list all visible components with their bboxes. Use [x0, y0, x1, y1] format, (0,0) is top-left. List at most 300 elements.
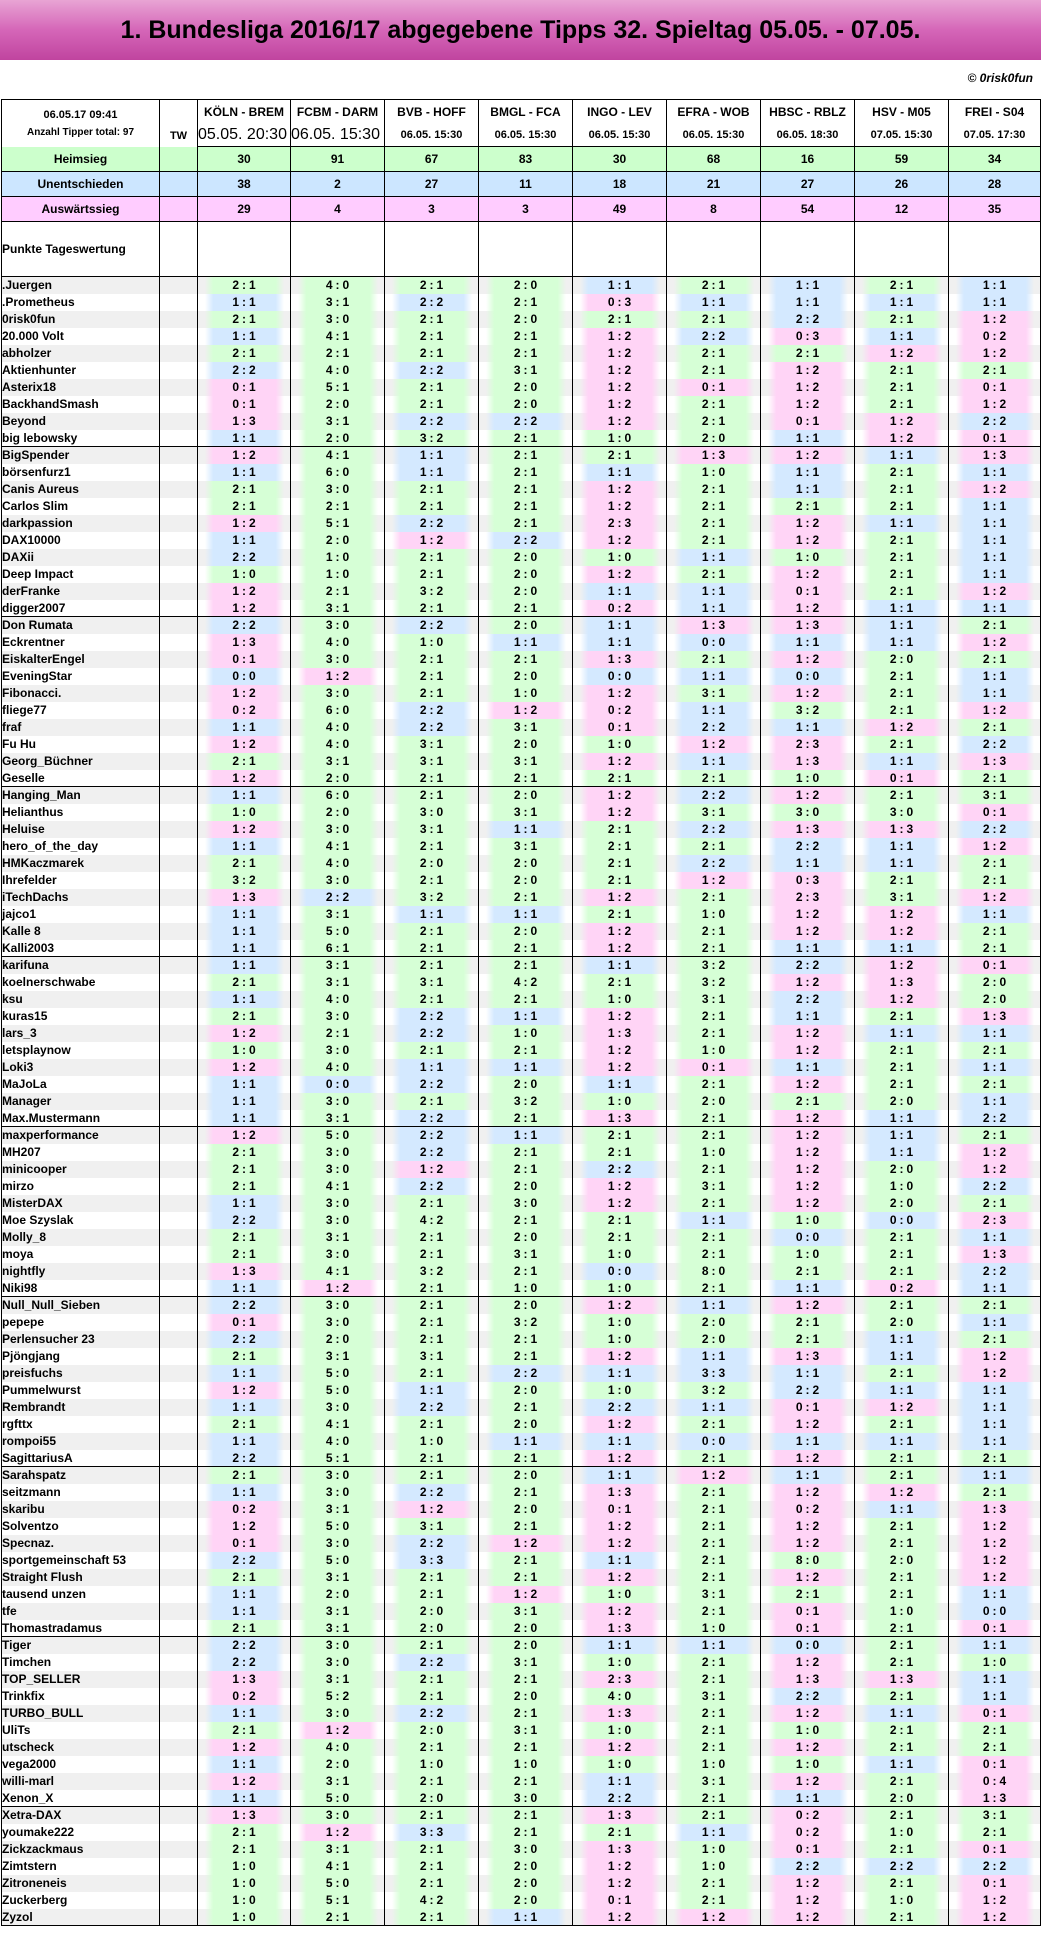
summary-count: 34: [949, 147, 1041, 172]
tip-cell: 0 : 1: [949, 430, 1041, 447]
tipper-row: [2, 294, 1041, 311]
tip-cell: 2 : 0: [479, 1858, 573, 1875]
tip-cell: 1 : 1: [198, 464, 291, 481]
tipper-name: Moe Szyslak: [2, 1212, 160, 1229]
tip-cell: 1 : 0: [291, 566, 385, 583]
tipper-name: Beyond: [2, 413, 160, 430]
tip-cell: 1 : 0: [855, 1603, 949, 1620]
tip-cell: 4 : 0: [291, 855, 385, 872]
tipper-row: [2, 651, 1041, 668]
tip-cell: 1 : 2: [198, 1382, 291, 1399]
tip-cell: 5 : 0: [291, 1790, 385, 1807]
tipper-tw: [160, 770, 198, 787]
tipper-tw: [160, 872, 198, 889]
tip-cell: 1 : 0: [479, 1025, 573, 1042]
tip-cell: 1 : 1: [198, 1586, 291, 1603]
tip-cell: 2 : 0: [291, 430, 385, 447]
tip-cell: 1 : 2: [573, 1178, 667, 1195]
tip-cell: 3 : 0: [291, 1654, 385, 1671]
tipper-tw: [160, 974, 198, 991]
tip-cell: 2 : 1: [667, 1654, 761, 1671]
summary-label: Unentschieden: [2, 172, 160, 197]
tip-cell: 1 : 2: [949, 345, 1041, 362]
tipper-name: Zickzackmaus: [2, 1841, 160, 1858]
tip-cell: 1 : 2: [761, 1892, 855, 1909]
tip-cell: 1 : 1: [573, 1433, 667, 1450]
tip-cell: 2 : 0: [855, 651, 949, 668]
tip-cell: 2 : 1: [667, 481, 761, 498]
tip-cell: 0 : 1: [761, 1399, 855, 1416]
tip-cell: 1 : 1: [761, 1790, 855, 1807]
tip-cell: 1 : 1: [573, 1637, 667, 1654]
tip-cell: 1 : 0: [573, 991, 667, 1008]
tip-cell: 2 : 1: [198, 1246, 291, 1263]
tipper-name: EiskalterEngel: [2, 651, 160, 668]
tip-cell: 1 : 1: [385, 464, 479, 481]
tipper-row: [2, 1246, 1041, 1263]
tip-cell: 1 : 2: [761, 1076, 855, 1093]
tip-cell: 1 : 0: [573, 1586, 667, 1603]
tip-cell: 1 : 1: [855, 1331, 949, 1348]
tip-cell: 2 : 1: [855, 1569, 949, 1586]
tipper-tw: [160, 1144, 198, 1161]
tip-cell: 2 : 2: [198, 1450, 291, 1467]
tip-cell: 2 : 0: [667, 430, 761, 447]
tip-cell: 2 : 1: [573, 770, 667, 787]
tip-cell: 2 : 1: [385, 770, 479, 787]
tip-cell: 1 : 1: [573, 957, 667, 974]
tip-cell: 1 : 1: [855, 1382, 949, 1399]
tip-cell: 1 : 2: [761, 1875, 855, 1892]
tip-cell: 1 : 1: [667, 294, 761, 311]
tipper-tw: [160, 566, 198, 583]
tip-cell: 1 : 1: [855, 1110, 949, 1127]
tip-cell: 1 : 1: [855, 600, 949, 617]
tip-cell: 2 : 1: [385, 566, 479, 583]
tip-cell: 2 : 1: [385, 1297, 479, 1314]
summary-count: 26: [855, 172, 949, 197]
tipper-tw: [160, 906, 198, 923]
tip-cell: 2 : 1: [198, 1161, 291, 1178]
tipper-row: [2, 685, 1041, 702]
tip-cell: 3 : 1: [385, 753, 479, 770]
tip-cell: 2 : 1: [855, 1246, 949, 1263]
tip-cell: 1 : 0: [198, 804, 291, 821]
tip-cell: 1 : 1: [949, 515, 1041, 532]
tip-cell: 3 : 0: [291, 1637, 385, 1654]
tip-cell: 2 : 0: [479, 872, 573, 889]
tipper-name: hero_of_the_day: [2, 838, 160, 855]
tip-cell: 1 : 3: [949, 1790, 1041, 1807]
tip-cell: 2 : 2: [198, 1552, 291, 1569]
tipper-tw: [160, 1569, 198, 1586]
summary-count: 3: [479, 197, 573, 222]
tipper-name: minicooper: [2, 1161, 160, 1178]
tip-cell: 1 : 2: [855, 906, 949, 923]
tip-cell: 1 : 1: [949, 1637, 1041, 1654]
tip-cell: 0 : 1: [949, 379, 1041, 396]
tip-cell: 2 : 0: [855, 1552, 949, 1569]
tipper-tw: [160, 1722, 198, 1739]
tip-cell: 2 : 1: [573, 1229, 667, 1246]
tip-cell: 1 : 1: [855, 1756, 949, 1773]
tipper-name: SagittariusA: [2, 1450, 160, 1467]
tip-cell: 2 : 1: [855, 685, 949, 702]
tip-cell: 1 : 2: [573, 1909, 667, 1926]
tip-cell: 4 : 0: [291, 719, 385, 736]
tipper-name: Deep Impact: [2, 566, 160, 583]
tipper-tw: [160, 498, 198, 515]
tip-cell: 0 : 1: [667, 1059, 761, 1076]
tipper-row: [2, 1399, 1041, 1416]
tip-cell: 1 : 3: [761, 1671, 855, 1688]
tip-cell: 0 : 1: [198, 396, 291, 413]
tip-cell: 2 : 1: [198, 1416, 291, 1433]
tipper-tw: [160, 1790, 198, 1807]
tip-cell: 2 : 1: [385, 1246, 479, 1263]
tip-cell: 1 : 1: [855, 838, 949, 855]
tip-cell: 0 : 1: [855, 770, 949, 787]
tipper-tw: [160, 991, 198, 1008]
tip-cell: 2 : 2: [573, 1161, 667, 1178]
tip-cell: 2 : 1: [573, 838, 667, 855]
tip-cell: 2 : 2: [385, 413, 479, 430]
tip-cell: 2 : 1: [667, 1025, 761, 1042]
tipper-tw: [160, 1331, 198, 1348]
tip-cell: 1 : 2: [198, 685, 291, 702]
tip-cell: 3 : 0: [291, 685, 385, 702]
tipper-name: derFranke: [2, 583, 160, 600]
tipper-row: [2, 1569, 1041, 1586]
tipper-name: Zimtstern: [2, 1858, 160, 1875]
tip-cell: 1 : 1: [855, 1144, 949, 1161]
tip-cell: 3 : 0: [855, 804, 949, 821]
tip-cell: 2 : 1: [855, 1450, 949, 1467]
tipper-name: Solventzo: [2, 1518, 160, 1535]
tip-cell: 3 : 2: [761, 702, 855, 719]
tip-cell: 3 : 2: [385, 889, 479, 906]
tipper-row: [2, 1144, 1041, 1161]
tipper-tw: [160, 1280, 198, 1297]
tipper-tw: [160, 1433, 198, 1450]
tip-cell: 2 : 1: [385, 1739, 479, 1756]
tip-cell: 3 : 1: [291, 1773, 385, 1790]
tip-cell: 2 : 0: [479, 311, 573, 328]
tip-cell: 1 : 2: [667, 736, 761, 753]
tip-cell: 1 : 2: [573, 1858, 667, 1875]
tip-cell: 2 : 2: [667, 821, 761, 838]
tip-cell: 2 : 1: [198, 1229, 291, 1246]
tip-cell: 2 : 1: [667, 770, 761, 787]
tip-cell: 1 : 1: [573, 1467, 667, 1484]
tip-cell: 1 : 1: [479, 906, 573, 923]
tipper-name: Timchen: [2, 1654, 160, 1671]
tipper-tw: [160, 1535, 198, 1552]
tipper-tw: [160, 668, 198, 685]
tip-cell: 6 : 0: [291, 787, 385, 804]
tip-cell: 2 : 1: [198, 1008, 291, 1025]
tip-cell: 3 : 0: [291, 1484, 385, 1501]
tip-cell: 2 : 3: [949, 1212, 1041, 1229]
tip-cell: 1 : 3: [949, 447, 1041, 464]
tipper-tw: [160, 583, 198, 600]
tip-cell: 2 : 1: [479, 1263, 573, 1280]
tip-cell: 1 : 1: [198, 1603, 291, 1620]
summary-count: 30: [198, 147, 291, 172]
tip-cell: 1 : 1: [761, 1433, 855, 1450]
tip-cell: 1 : 2: [573, 1042, 667, 1059]
tip-cell: 2 : 1: [198, 345, 291, 362]
tip-cell: 1 : 0: [667, 1144, 761, 1161]
tip-cell: 2 : 1: [385, 1875, 479, 1892]
match-name: FCBM - DARM: [291, 100, 385, 124]
tip-cell: 1 : 2: [949, 1518, 1041, 1535]
tipper-row: [2, 1042, 1041, 1059]
tipper-row: [2, 1790, 1041, 1807]
tip-cell: 2 : 1: [198, 1348, 291, 1365]
tip-cell: 2 : 1: [949, 855, 1041, 872]
tip-cell: 1 : 0: [198, 1909, 291, 1926]
tip-cell: 1 : 0: [855, 1824, 949, 1841]
tipper-row: [2, 1586, 1041, 1603]
tipper-tw: [160, 1025, 198, 1042]
tip-cell: 2 : 2: [198, 1637, 291, 1654]
tipper-tw: [160, 1688, 198, 1705]
tipper-tw: [160, 1603, 198, 1620]
tipper-tw: [160, 719, 198, 736]
tip-cell: 2 : 2: [949, 1858, 1041, 1875]
tipper-row: [2, 872, 1041, 889]
summary-count: 27: [385, 172, 479, 197]
tip-cell: 2 : 1: [761, 1586, 855, 1603]
tip-cell: 2 : 1: [855, 396, 949, 413]
tip-cell: 1 : 1: [949, 1467, 1041, 1484]
tipper-row: [2, 447, 1041, 464]
tip-cell: 2 : 1: [949, 1331, 1041, 1348]
tip-cell: 1 : 3: [573, 1705, 667, 1722]
tipper-name: rgfttx: [2, 1416, 160, 1433]
tip-cell: 2 : 0: [479, 1467, 573, 1484]
tip-cell: 2 : 1: [667, 498, 761, 515]
tip-cell: 0 : 1: [761, 413, 855, 430]
tip-cell: 1 : 2: [667, 1467, 761, 1484]
tip-cell: 2 : 1: [667, 1280, 761, 1297]
tipper-row: [2, 1875, 1041, 1892]
tip-cell: 2 : 1: [573, 906, 667, 923]
tip-cell: 2 : 1: [385, 277, 479, 294]
tip-cell: 1 : 1: [198, 1399, 291, 1416]
tipper-row: [2, 464, 1041, 481]
tipper-name: Geselle: [2, 770, 160, 787]
tip-cell: 2 : 1: [479, 328, 573, 345]
tipper-row: [2, 1688, 1041, 1705]
tipper-row: [2, 532, 1041, 549]
tipper-row: [2, 566, 1041, 583]
tip-cell: 2 : 2: [667, 787, 761, 804]
tip-cell: 1 : 2: [573, 498, 667, 515]
tip-cell: 1 : 0: [573, 1314, 667, 1331]
tipper-tw: [160, 447, 198, 464]
tip-cell: 2 : 2: [949, 821, 1041, 838]
tipper-name: fraf: [2, 719, 160, 736]
tip-cell: 2 : 1: [198, 277, 291, 294]
tip-cell: 2 : 0: [479, 1637, 573, 1654]
tip-cell: 1 : 1: [198, 532, 291, 549]
tip-cell: 2 : 2: [949, 736, 1041, 753]
tip-cell: 3 : 1: [291, 1671, 385, 1688]
tip-cell: 2 : 1: [385, 991, 479, 1008]
tip-cell: 1 : 1: [949, 668, 1041, 685]
tipper-tw: [160, 1756, 198, 1773]
tip-cell: 1 : 1: [573, 1552, 667, 1569]
tip-cell: 1 : 2: [198, 1025, 291, 1042]
tipper-tw: [160, 821, 198, 838]
tip-cell: 2 : 1: [855, 1535, 949, 1552]
tip-cell: 1 : 2: [761, 1110, 855, 1127]
tipper-name: DAX10000: [2, 532, 160, 549]
tipper-row: [2, 481, 1041, 498]
tip-cell: 2 : 2: [385, 1654, 479, 1671]
tip-cell: 2 : 1: [385, 923, 479, 940]
tip-cell: 5 : 0: [291, 1382, 385, 1399]
tip-cell: 1 : 1: [479, 821, 573, 838]
tip-cell: 1 : 1: [667, 1212, 761, 1229]
tip-cell: 0 : 1: [761, 1841, 855, 1858]
tip-cell: 2 : 1: [385, 1909, 479, 1926]
tip-cell: 2 : 1: [385, 685, 479, 702]
tip-cell: 2 : 0: [855, 1093, 949, 1110]
tip-cell: 0 : 1: [949, 1875, 1041, 1892]
tip-cell: 1 : 1: [855, 940, 949, 957]
tip-cell: 2 : 1: [385, 1365, 479, 1382]
tipper-name: jajco1: [2, 906, 160, 923]
tipper-name: letsplaynow: [2, 1042, 160, 1059]
tip-cell: 1 : 2: [573, 889, 667, 906]
tip-cell: 3 : 1: [291, 1229, 385, 1246]
tip-cell: 1 : 0: [667, 1620, 761, 1637]
tip-cell: 2 : 0: [385, 1790, 479, 1807]
tip-cell: 1 : 1: [667, 1348, 761, 1365]
tip-cell: 2 : 3: [761, 736, 855, 753]
tip-cell: 2 : 1: [949, 651, 1041, 668]
tip-cell: 1 : 1: [761, 464, 855, 481]
tip-cell: 2 : 1: [385, 481, 479, 498]
tip-cell: 2 : 1: [385, 872, 479, 889]
tip-cell: 2 : 1: [198, 855, 291, 872]
tipper-name: abholzer: [2, 345, 160, 362]
tip-cell: 1 : 3: [761, 821, 855, 838]
tip-cell: 3 : 0: [291, 1195, 385, 1212]
tip-cell: 2 : 0: [479, 1178, 573, 1195]
tipper-row: [2, 379, 1041, 396]
tipper-name: Fu Hu: [2, 736, 160, 753]
tip-cell: 2 : 2: [385, 719, 479, 736]
tip-cell: 1 : 2: [949, 481, 1041, 498]
tipper-row: [2, 1909, 1041, 1926]
tip-cell: 3 : 1: [667, 1773, 761, 1790]
match-name: FREI - S04: [949, 100, 1041, 124]
tip-cell: 1 : 1: [667, 668, 761, 685]
tip-cell: 0 : 1: [667, 379, 761, 396]
tip-cell: 3 : 0: [291, 651, 385, 668]
tipper-row: [2, 1807, 1041, 1824]
tip-cell: 2 : 1: [667, 1739, 761, 1756]
tipper-tw: [160, 1110, 198, 1127]
tipper-row: [2, 617, 1041, 634]
tip-cell: 2 : 1: [198, 1569, 291, 1586]
tip-cell: 1 : 2: [291, 668, 385, 685]
tip-cell: 2 : 1: [855, 1263, 949, 1280]
tip-cell: 2 : 1: [855, 379, 949, 396]
tip-cell: 2 : 1: [385, 1688, 479, 1705]
tip-cell: 1 : 0: [667, 1756, 761, 1773]
tip-cell: 2 : 1: [855, 668, 949, 685]
tip-cell: 4 : 1: [291, 1178, 385, 1195]
tip-cell: 1 : 1: [761, 940, 855, 957]
tip-cell: 1 : 2: [761, 651, 855, 668]
tip-cell: 0 : 2: [198, 702, 291, 719]
tip-cell: 2 : 1: [855, 736, 949, 753]
tip-cell: 2 : 1: [479, 940, 573, 957]
tip-cell: 2 : 1: [667, 515, 761, 532]
tip-cell: 1 : 1: [479, 1433, 573, 1450]
tipper-name: Xetra-DAX: [2, 1807, 160, 1824]
tip-cell: 3 : 1: [667, 1688, 761, 1705]
tip-cell: 3 : 1: [291, 1110, 385, 1127]
tip-cell: 2 : 1: [761, 1331, 855, 1348]
tip-cell: 3 : 1: [385, 1348, 479, 1365]
tipper-tw: [160, 736, 198, 753]
tipper-name: maxperformance: [2, 1127, 160, 1144]
tip-cell: 1 : 0: [573, 430, 667, 447]
tipper-row: [2, 991, 1041, 1008]
tip-cell: 4 : 0: [291, 991, 385, 1008]
match-name: HBSC - RBLZ: [761, 100, 855, 124]
tip-cell: 2 : 1: [761, 498, 855, 515]
tipper-tw: [160, 294, 198, 311]
tip-cell: 1 : 3: [949, 753, 1041, 770]
tip-cell: 2 : 0: [479, 787, 573, 804]
tip-cell: 1 : 2: [761, 906, 855, 923]
tip-cell: 2 : 0: [479, 855, 573, 872]
tip-cell: 2 : 1: [667, 1535, 761, 1552]
tip-cell: 1 : 2: [198, 600, 291, 617]
tipper-tw: [160, 1399, 198, 1416]
tipper-row: [2, 1603, 1041, 1620]
tip-cell: 2 : 0: [291, 1331, 385, 1348]
tipper-tw: [160, 379, 198, 396]
tip-cell: 3 : 0: [291, 1297, 385, 1314]
tip-cell: 1 : 2: [573, 328, 667, 345]
tip-cell: 2 : 1: [667, 1875, 761, 1892]
tip-cell: 2 : 1: [479, 1212, 573, 1229]
tipper-row: [2, 736, 1041, 753]
tip-cell: 2 : 0: [479, 549, 573, 566]
tipper-row: [2, 1161, 1041, 1178]
tip-cell: 1 : 2: [573, 1297, 667, 1314]
tip-cell: 2 : 2: [761, 838, 855, 855]
tipper-tw: [160, 362, 198, 379]
tip-cell: 3 : 1: [479, 753, 573, 770]
tip-cell: 2 : 1: [479, 1450, 573, 1467]
tip-cell: 1 : 0: [573, 1654, 667, 1671]
tip-cell: 2 : 1: [667, 1722, 761, 1739]
tip-cell: 2 : 1: [667, 277, 761, 294]
tip-cell: 2 : 1: [479, 1552, 573, 1569]
tip-cell: 1 : 2: [573, 1195, 667, 1212]
tipper-name: tfe: [2, 1603, 160, 1620]
tip-cell: 2 : 2: [385, 1110, 479, 1127]
